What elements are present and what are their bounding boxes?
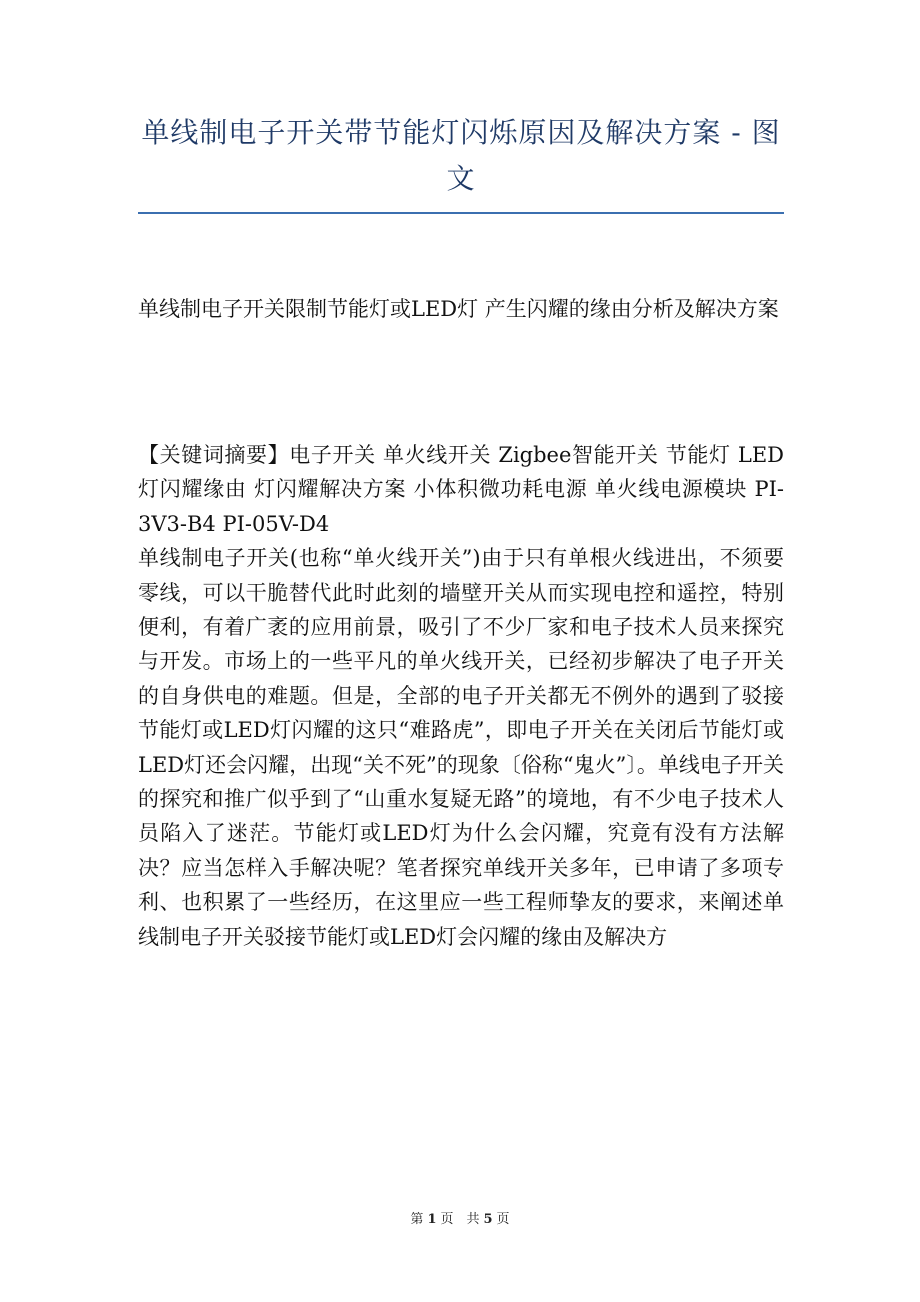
page-label-suffix: 页	[496, 1212, 510, 1227]
document-subtitle: 单线制电子开关限制节能灯或LED灯 产生闪耀的缘由分析及解决方案	[138, 297, 779, 321]
body-paragraph: 单线制电子开关(也称“单火线开关”)由于只有单根火线进出，不须要零线，可以干脆替代此时此刻的墙壁开关从而实现电控和遥控，特别便利，有着广袤的应用前景，吸引了不少厂家和电子技术人员来探究与开发。市场上的一些平凡的单火线开关，已经初步解决了电子开关的自身供电的难题。但是，全部的电子开关都无不例外的遇到了驳接节能灯或LED灯闪耀的这只“难路虎”，即电子开关在关闭后节能灯或LED灯还会闪耀，出现“关不死”的现象〔俗称“鬼火”〕。单线电子开关的探究和推广似乎到了“山重水复疑无路”的境地，有不少电子技术人员陷入了迷茫。节能灯或LED灯为什么会闪耀，究竟有没有方法解决？应当怎样入手解决呢？笔者探究单线开关多年，已申请了多项专利、也积累了一些经历，在这里应一些工程师挚友的要求，来阐述单线制电子开关驳接节能灯或LED灯会闪耀的缘由及解决方	[138, 546, 784, 949]
page-label-mid: 页 共	[440, 1212, 480, 1227]
page-total: 5	[483, 1212, 493, 1227]
page-current: 1	[427, 1212, 437, 1227]
title-block	[138, 110, 784, 202]
title-divider	[138, 212, 784, 214]
document-body	[138, 438, 784, 954]
keywords-paragraph: 【关键词摘要】电子开关 单火线开关 Zigbee智能开关 节能灯 LED灯闪耀缘由 灯闪耀解决方案 小体积微功耗电源 单火线电源模块 PI-3V3-B4 PI-05V-D4	[138, 443, 784, 536]
page-footer	[0, 1208, 920, 1227]
page-label-prefix: 第	[410, 1212, 424, 1227]
document-title: 单线制电子开关带节能灯闪烁原因及解决方案 - 图文	[141, 116, 781, 195]
